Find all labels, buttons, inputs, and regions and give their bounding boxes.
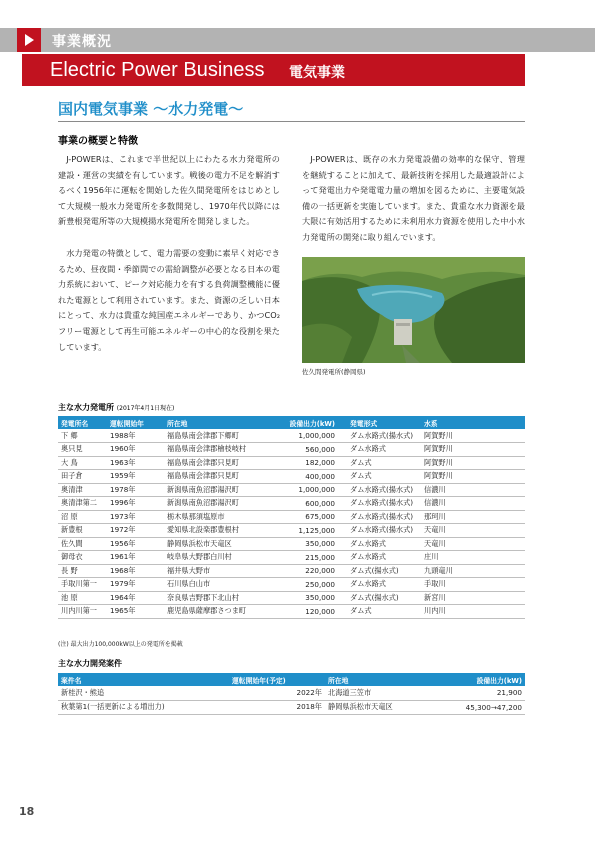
project-capacity: 21,900 (440, 686, 525, 700)
plant-start-year: 1965年 (107, 605, 164, 619)
table-row (58, 605, 525, 619)
section-label: 事業概況 (52, 34, 112, 50)
plant-name: 新豊根 (58, 524, 107, 538)
column-header: 発電所名 (58, 416, 107, 429)
plant-name: 奥清津 (58, 483, 107, 497)
plant-start-year: 1956年 (107, 537, 164, 551)
plant-river-system: 阿賀野川 (421, 429, 525, 443)
overview-heading: 事業の概要と特徴 (58, 136, 138, 147)
plant-type: ダム式(揚水式) (347, 591, 421, 605)
plant-river-system: 阿賀野川 (421, 443, 525, 457)
page-title-ja: 電気事業 (289, 65, 345, 81)
overview-paragraph-2: 水力発電の特徴として、電力需要の変動に素早く対応できるため、昼夜間・季節間での需給調整が必要となる日本の電力系統において、ピーク対応能力を有する負荷調整機能に優れた電源として利用されています。また、資源の乏しい日本にとって、水力は貴重な純国産エネルギーであり、かつCO₂フリー電源として再生可能エネルギーの中心的な役割を果たしています。 (58, 248, 280, 352)
project-location: 静岡県浜松市天竜区 (325, 700, 440, 714)
plant-name: 川内川第一 (58, 605, 107, 619)
table-row (58, 578, 525, 592)
overview-paragraph-1: J-POWERは、これまで半世紀以上にわたる水力発電所の建設・運営の実績を有しています。戦後の電力不足を解消するべく1956年に運転を開始した佐久間発電所をはじめとして大規模一般水力発電所を多数開発し、1970年代以降には新豊根発電所等の大規模揚水発電所を開発しました。 (58, 154, 280, 227)
plant-river-system: 信濃川 (421, 483, 525, 497)
table-row (58, 564, 525, 578)
column-header: 設備出力(kW) (440, 673, 525, 686)
plant-location: 奈良県吉野郡下北山村 (164, 591, 271, 605)
dam-photo (302, 257, 525, 363)
column-header: 所在地 (164, 416, 271, 429)
plant-capacity: 675,000 (271, 510, 347, 524)
plant-capacity: 250,000 (271, 578, 347, 592)
page-title-en: Electric Power Business (50, 59, 265, 81)
project-location: 北海道三笠市 (325, 686, 440, 700)
projects-heading: 主な水力開発案件 (58, 659, 122, 668)
plant-type: ダム水路式 (347, 537, 421, 551)
plant-type: ダム水路式(揚水式) (347, 510, 421, 524)
table-row (58, 443, 525, 457)
plant-capacity: 600,000 (271, 497, 347, 511)
table-row (58, 456, 525, 470)
plant-start-year: 1979年 (107, 578, 164, 592)
overview-paragraph-3: J-POWERは、既存の水力発電設備の効率的な保守、管理を継続することに加えて、最新技術を採用した最適設計によって発電出力や発電電力量の増加を図るために、主要電気設備の一括更新を実施しています。また、貴重な水力資源を最大限に有効活用するために未利用水力資源を使用した中小水力発電所の開発に取り組んでいます。 (302, 154, 525, 242)
plant-name: 奥清津第二 (58, 497, 107, 511)
plant-capacity: 400,000 (271, 470, 347, 484)
plant-type: ダム水路式(揚水式) (347, 429, 421, 443)
plant-capacity: 560,000 (271, 443, 347, 457)
plant-start-year: 1972年 (107, 524, 164, 538)
plant-start-year: 1963年 (107, 456, 164, 470)
project-start-year: 2022年 (229, 686, 325, 700)
project-capacity: 45,300→47,200 (440, 700, 525, 714)
plant-start-year: 1968年 (107, 564, 164, 578)
table-row (58, 700, 525, 714)
plants-table (58, 416, 525, 619)
project-start-year: 2018年 (229, 700, 325, 714)
column-header: 運転開始年 (107, 416, 164, 429)
plant-capacity: 182,000 (271, 456, 347, 470)
plant-location: 岐阜県大野郡白川村 (164, 551, 271, 565)
plant-name: 田子倉 (58, 470, 107, 484)
table-row (58, 537, 525, 551)
plants-heading-date: (2017年4月1日現在) (116, 405, 175, 412)
plant-river-system: 那珂川 (421, 510, 525, 524)
plant-start-year: 1960年 (107, 443, 164, 457)
plant-river-system: 九頭竜川 (421, 564, 525, 578)
plant-river-system: 天竜川 (421, 537, 525, 551)
table-row (58, 429, 525, 443)
plant-location: 石川県白山市 (164, 578, 271, 592)
plant-start-year: 1973年 (107, 510, 164, 524)
plant-river-system: 庄川 (421, 551, 525, 565)
plant-name: 大 鳥 (58, 456, 107, 470)
plant-location: 新潟県南魚沼郡湯沢町 (164, 483, 271, 497)
plant-start-year: 1961年 (107, 551, 164, 565)
plants-heading-title: 主な水力発電所 (58, 403, 114, 412)
plant-capacity: 1,125,000 (271, 524, 347, 538)
plant-start-year: 1978年 (107, 483, 164, 497)
plant-location: 福島県南会津郡檜枝岐村 (164, 443, 271, 457)
plant-capacity: 350,000 (271, 537, 347, 551)
play-arrow-icon (25, 34, 34, 46)
plant-location: 静岡県浜松市天竜区 (164, 537, 271, 551)
plant-name: 下 郷 (58, 429, 107, 443)
plants-table-header (58, 416, 525, 429)
table-row (58, 591, 525, 605)
column-header: 発電形式 (347, 416, 421, 429)
plant-capacity: 1,000,000 (271, 429, 347, 443)
plant-river-system: 手取川 (421, 578, 525, 592)
plant-type: ダム式 (347, 470, 421, 484)
plant-type: ダム水路式 (347, 443, 421, 457)
plant-capacity: 1,000,000 (271, 483, 347, 497)
plant-name: 長 野 (58, 564, 107, 578)
plant-location: 福島県南会津郡下郷町 (164, 429, 271, 443)
table-row (58, 483, 525, 497)
plant-capacity: 215,000 (271, 551, 347, 565)
plant-river-system: 信濃川 (421, 497, 525, 511)
plant-name: 御母衣 (58, 551, 107, 565)
plant-name: 沼 原 (58, 510, 107, 524)
plant-type: ダム水路式 (347, 551, 421, 565)
plant-type: ダム水路式(揚水式) (347, 524, 421, 538)
subtitle-divider (58, 121, 525, 122)
plant-start-year: 1988年 (107, 429, 164, 443)
page-number: 18 (19, 805, 35, 818)
table-row (58, 497, 525, 511)
plant-capacity: 120,000 (271, 605, 347, 619)
plant-location: 栃木県那須塩原市 (164, 510, 271, 524)
plant-location: 福井県大野市 (164, 564, 271, 578)
plant-river-system: 新宮川 (421, 591, 525, 605)
plant-type: ダム式 (347, 456, 421, 470)
column-header: 所在地 (325, 673, 440, 686)
table-row (58, 686, 525, 700)
plant-river-system: 天竜川 (421, 524, 525, 538)
dam-photo-image (302, 257, 525, 363)
projects-table (58, 673, 525, 715)
subtitle: 国内電気事業 〜水力発電〜 (58, 100, 244, 118)
plant-capacity: 350,000 (271, 591, 347, 605)
plant-start-year: 1959年 (107, 470, 164, 484)
plant-type: ダム式(揚水式) (347, 564, 421, 578)
photo-caption: 佐久間発電所(静岡県) (302, 368, 366, 376)
plant-start-year: 1964年 (107, 591, 164, 605)
column-header: 設備出力(kW) (271, 416, 347, 429)
plants-table-note: (注) 最大出力100,000kW以上の発電所を掲載 (58, 641, 183, 648)
plant-capacity: 220,000 (271, 564, 347, 578)
plant-river-system: 川内川 (421, 605, 525, 619)
plant-name: 手取川第一 (58, 578, 107, 592)
plant-name: 奥只見 (58, 443, 107, 457)
column-header: 案件名 (58, 673, 229, 686)
plant-river-system: 阿賀野川 (421, 456, 525, 470)
project-name: 秋葉第1(一括更新による増出力) (58, 700, 229, 714)
plant-start-year: 1996年 (107, 497, 164, 511)
projects-table-header (58, 673, 525, 686)
table-row (58, 551, 525, 565)
plant-river-system: 阿賀野川 (421, 470, 525, 484)
plant-name: 佐久間 (58, 537, 107, 551)
plants-heading (58, 402, 174, 413)
column-header: 運転開始年(予定) (229, 673, 325, 686)
plant-location: 鹿児島県薩摩郡さつま町 (164, 605, 271, 619)
plant-location: 新潟県南魚沼郡湯沢町 (164, 497, 271, 511)
plant-type: ダム水路式(揚水式) (347, 497, 421, 511)
plant-location: 愛知県北設楽郡豊根村 (164, 524, 271, 538)
project-name: 新桂沢・熊追 (58, 686, 229, 700)
plant-type: ダム式 (347, 605, 421, 619)
plant-location: 福島県南会津郡只見町 (164, 470, 271, 484)
table-row (58, 470, 525, 484)
table-row (58, 524, 525, 538)
plant-type: ダム水路式 (347, 578, 421, 592)
plant-type: ダム水路式(揚水式) (347, 483, 421, 497)
column-header: 水系 (421, 416, 525, 429)
section-marker (17, 28, 41, 52)
plant-location: 福島県南会津郡只見町 (164, 456, 271, 470)
table-row (58, 510, 525, 524)
plant-name: 池 原 (58, 591, 107, 605)
